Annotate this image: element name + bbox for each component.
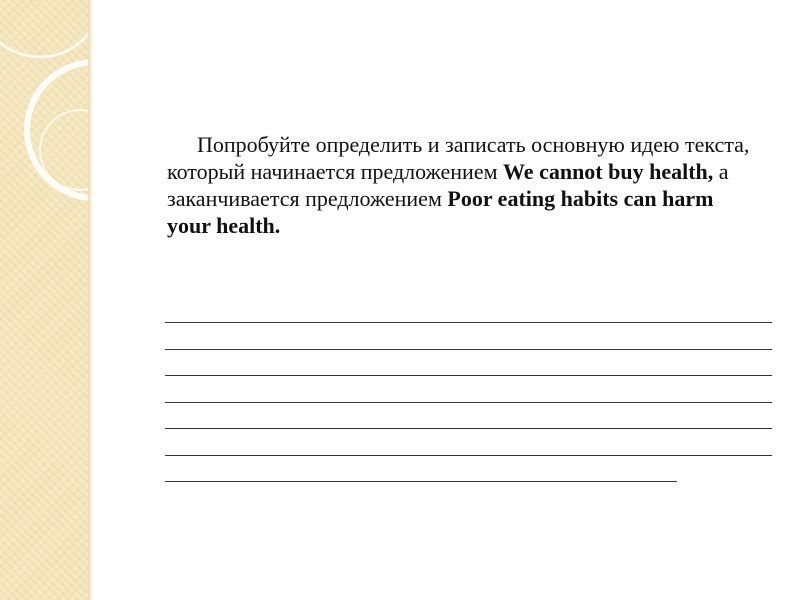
- task-intro: Попробуйте определить и записать основную идею текста, который начинается предложением: [167, 132, 750, 184]
- decorative-ring-middle: [27, 62, 88, 198]
- decorative-rings: [0, 0, 88, 600]
- band-edge: [88, 0, 92, 600]
- answer-line: [165, 402, 772, 403]
- decorative-side-band: [0, 0, 88, 600]
- first-sentence: We cannot buy health,: [503, 159, 714, 184]
- answer-line: [165, 375, 772, 376]
- decorative-ring-top: [0, 0, 88, 57]
- answer-line-short: [165, 481, 677, 482]
- answer-line: [165, 322, 772, 323]
- task-text: [167, 131, 757, 239]
- answer-line: [165, 349, 772, 350]
- answer-line: [165, 455, 772, 456]
- last-sentence: Poor eating habits can harm your health.: [167, 186, 714, 238]
- answer-lines: [165, 322, 772, 508]
- answer-line: [165, 428, 772, 429]
- task-middle: а заканчивается предложением: [167, 159, 729, 211]
